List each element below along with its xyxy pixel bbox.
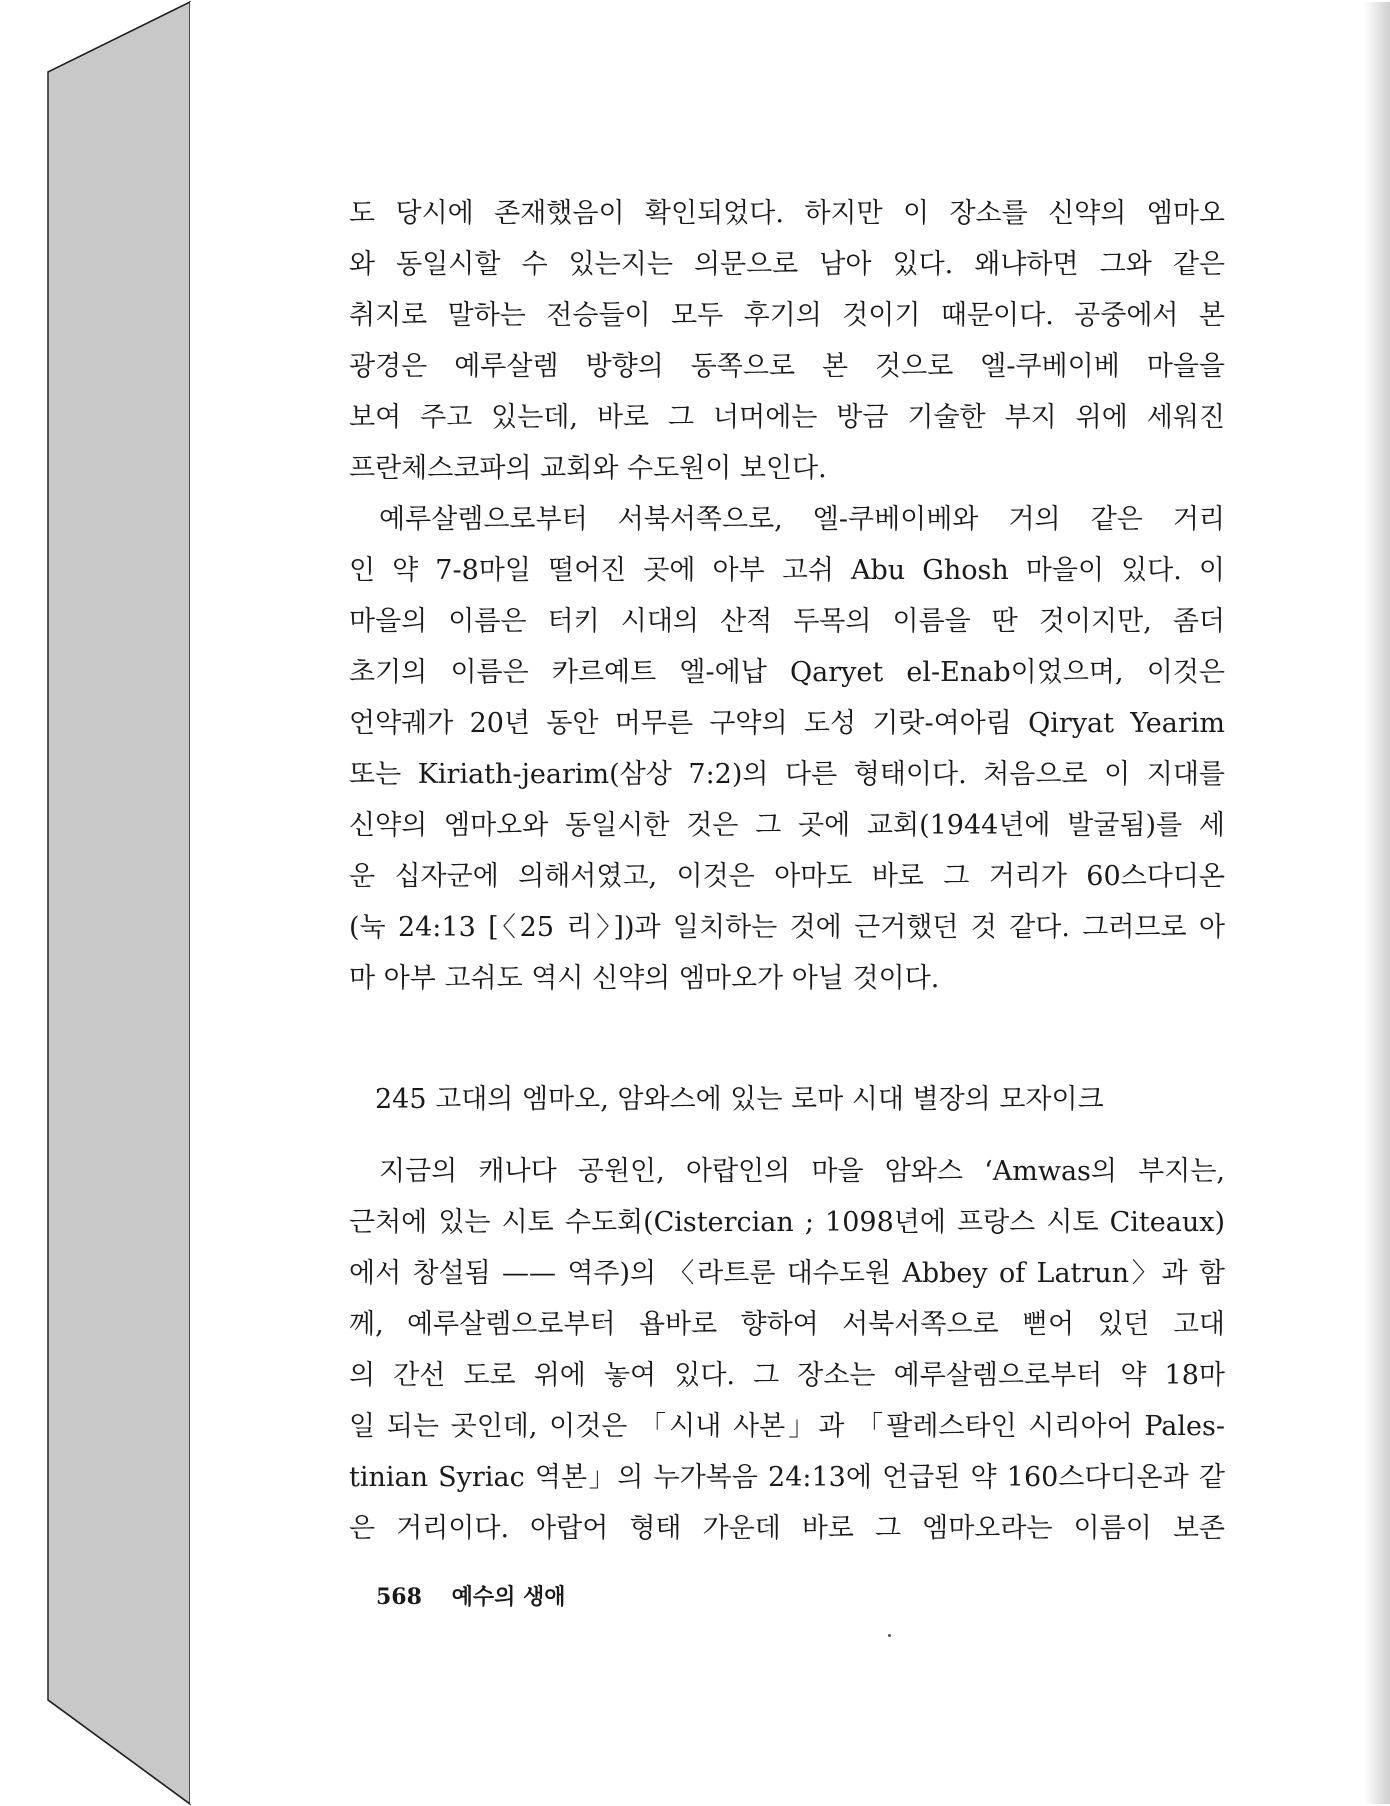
text-line: 프란체스코파의 교회와 수도원이 보인다. [349,453,827,484]
text-line: 은 거리이다. 아랍어 형태 가운데 바로 그 엠마오라는 이름이 보존 [349,1513,1225,1544]
print-speck [888,1634,891,1637]
text-line: 에서 창설됨 —— 역주)의 〈라트룬 대수도원 Abbey of Latrun〉과 함 [349,1258,1225,1289]
text-line: 초기의 이름은 카르예트 엘-에납 Qaryet el-Enab이었으며, 이것은 [349,657,1225,688]
paragraph-3 [349,1146,1225,1554]
text-line: 께, 예루살렘으로부터 욥바로 향하여 서북서쪽으로 뻗어 있던 고대 [349,1309,1225,1340]
text-line: 운 십자군에 의해서였고, 이것은 아마도 바로 그 거리가 60스다디온 [349,861,1225,892]
text-line: 의 간선 도로 위에 놓여 있다. 그 장소는 예루살렘으로부터 약 18마 [349,1360,1225,1391]
text-line: 예루살렘으로부터 서북서쪽으로, 엘-쿠베이베와 거의 같은 거리 [379,504,1225,535]
text-line: 인 약 7-8마일 떨어진 곳에 아부 고쉬 Abu Ghosh 마을이 있다. 이 [349,555,1225,586]
text-line: 취지로 말하는 전승들이 모두 후기의 것이기 때문이다. 공중에서 본 [349,300,1225,331]
page-edge-shadow [1364,2,1390,1804]
text-line: 도 당시에 존재했음이 확인되었다. 하지만 이 장소를 신약의 엠마오 [349,198,1225,229]
text-line: 또는 Kiriath-jearim(삼상 7:2)의 다른 형태이다. 처음으로 이 지대를 [349,759,1225,790]
text-line: 지금의 캐나다 공원인, 아랍인의 마을 암와스 ‘Amwas의 부지는, [379,1156,1225,1187]
text-line: 신약의 엠마오와 동일시한 것은 그 곳에 교회(1944년에 발굴됨)를 세 [349,810,1225,841]
text-block [349,188,1225,1554]
text-line: 일 되는 곳인데, 이것은 「시내 사본」과 「팔레스타인 시리아어 Pales- [349,1411,1225,1442]
text-line: 와 동일시할 수 있는지는 의문으로 남아 있다. 왜냐하면 그와 같은 [349,249,1225,280]
page-footer [376,1580,566,1611]
running-title: 예수의 생애 [451,1584,566,1610]
paragraph-2 [349,494,1225,1004]
paragraph-1 [349,188,1225,494]
figure-caption: 245 고대의 엠마오, 암와스에 있는 로마 시대 별장의 모자이크 [375,1084,1104,1115]
text-line: (눅 24:13 [〈25 리〉])과 일치하는 것에 근거했던 것 같다. 그러므로 아 [349,912,1225,943]
text-line: 언약궤가 20년 동안 머무른 구약의 도성 기랏-여아림 Qiryat Yearim [349,708,1225,739]
text-line: 보여 주고 있는데, 바로 그 너머에는 방금 기술한 부지 위에 세워진 [349,402,1225,433]
text-line: 마을의 이름은 터키 시대의 산적 두목의 이름을 딴 것이지만, 좀더 [349,606,1225,637]
text-line: 마 아부 고쉬도 역시 신약의 엠마오가 아닐 것이다. [349,963,940,994]
page-number: 568 [376,1584,422,1610]
text-line: 광경은 예루살렘 방향의 동쪽으로 본 것으로 엘-쿠베이베 마을을 [349,351,1225,382]
text-line: tinian Syriac 역본」의 누가복음 24:13에 언급된 약 160스다디온과 같 [349,1462,1225,1493]
text-line: 근처에 있는 시토 수도회(Cistercian ; 1098년에 프랑스 시토 Citeaux) [349,1207,1225,1238]
